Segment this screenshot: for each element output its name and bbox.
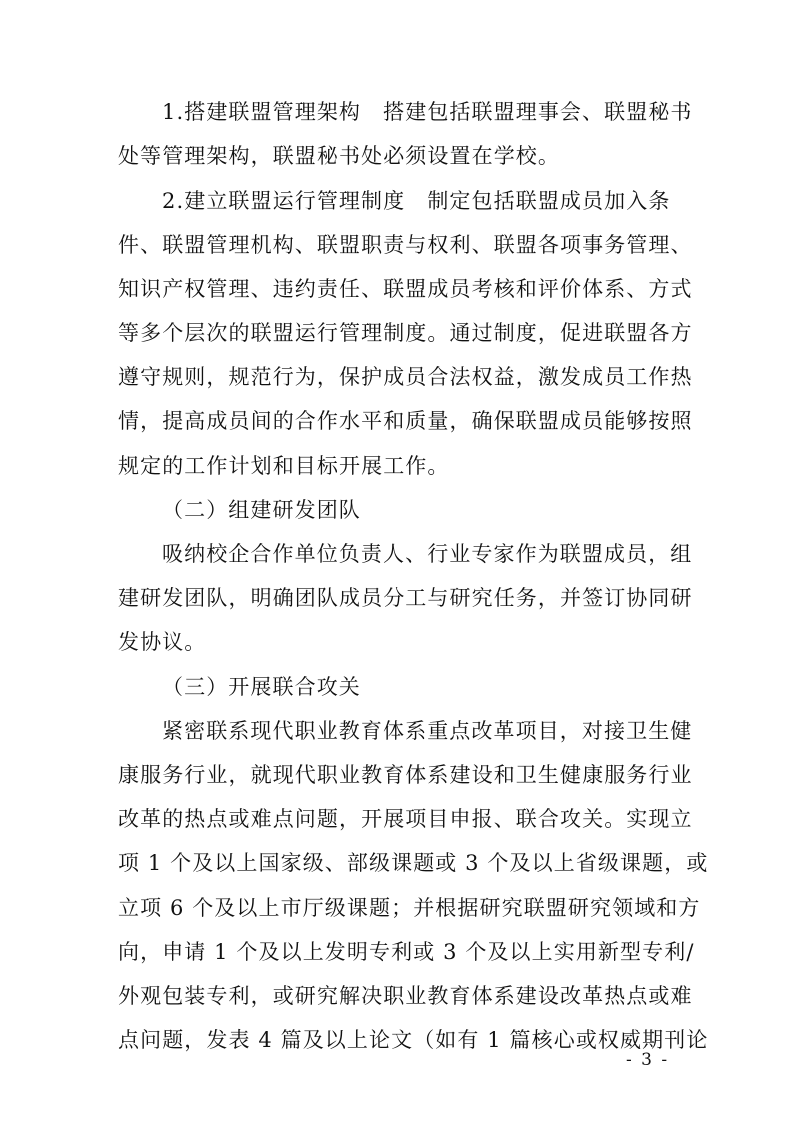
item2-line6: 情，提高成员间的合作水平和质量，确保联盟成员能够按照: [118, 409, 693, 433]
section3-line2: 康服务行业，就现代职业教育体系建设和卫生健康服务行业: [118, 763, 693, 787]
item2-line3: 知识产权管理、违约责任、联盟成员考核和评价体系、方式: [118, 277, 693, 301]
section3-line6: 向，申请 1 个及以上发明专利或 3 个及以上实用新型专利/: [118, 940, 695, 964]
section2-line1: 吸纳校企合作单位负责人、行业专家作为联盟成员，组: [162, 542, 693, 566]
item2-line2: 件、联盟管理机构、联盟职责与权利、联盟各项事务管理、: [118, 233, 693, 257]
section2-line3: 发协议。: [118, 630, 207, 654]
item2-line5: 遵守规则，规范行为，保护成员合法权益，激发成员工作热: [118, 365, 693, 389]
section3-line1: 紧密联系现代职业教育体系重点改革项目，对接卫生健: [162, 719, 693, 743]
item1-line1: 1.搭建联盟管理架构 搭建包括联盟理事会、联盟秘书: [162, 100, 693, 124]
section3-line7: 外观包装专利，或研究解决职业教育体系建设改革热点或难: [118, 984, 693, 1008]
page-number: - 3 -: [626, 1050, 670, 1070]
section3-line5: 立项 6 个及以上市厅级课题；并根据研究联盟研究领域和方: [118, 896, 701, 920]
section3-heading: （三）开展联合攻关: [162, 675, 361, 699]
item1-line2: 处等管理架构，联盟秘书处必须设置在学校。: [118, 144, 560, 168]
item2-line1: 2.建立联盟运行管理制度 制定包括联盟成员加入条: [162, 189, 671, 213]
section2-heading: （二）组建研发团队: [162, 498, 361, 522]
section3-line4: 项 1 个及以上国家级、部级课题或 3 个及以上省级课题，或: [118, 851, 709, 875]
item2-line4: 等多个层次的联盟运行管理制度。通过制度，促进联盟各方: [118, 321, 693, 345]
section3-line3: 改革的热点或难点问题，开展项目申报、联合攻关。实现立: [118, 807, 693, 831]
item2-line7: 规定的工作计划和目标开展工作。: [118, 454, 450, 478]
section2-line2: 建研发团队，明确团队成员分工与研究任务，并签订协同研: [118, 586, 693, 610]
section3-line8: 点问题，发表 4 篇及以上论文（如有 1 篇核心或权威期刊论: [118, 1028, 709, 1052]
